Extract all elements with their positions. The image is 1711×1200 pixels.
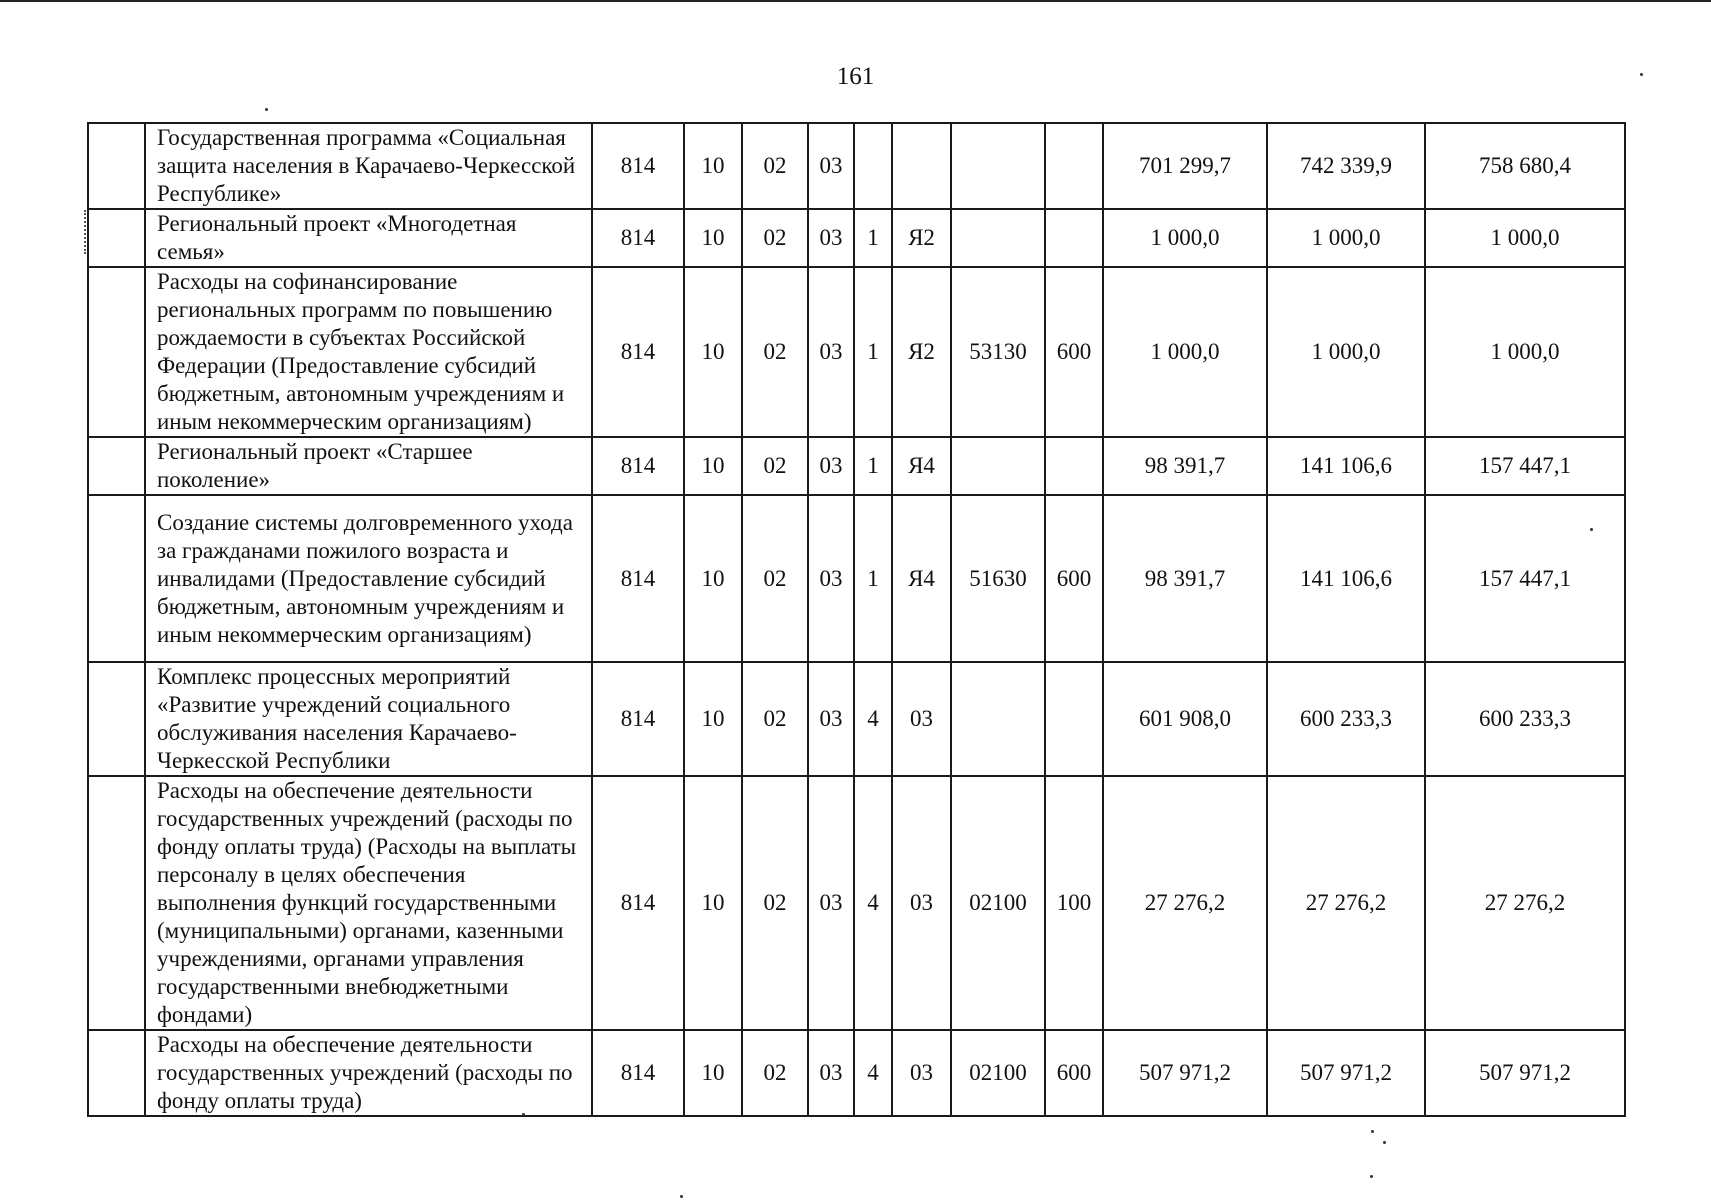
code-cell-c7: [951, 123, 1045, 209]
row-name-cell: Расходы на обеспечение деятельности государственных учреждений (расходы по фонду оплаты труда): [145, 1030, 592, 1116]
code-cell-c4: 03: [808, 437, 854, 495]
table-row: [88, 437, 1625, 495]
code-cell-c7: [951, 662, 1045, 776]
row-index-cell: [88, 662, 145, 776]
table-body: [88, 123, 1625, 1116]
code-cell-c7: [951, 209, 1045, 267]
code-cell-c8: [1045, 662, 1103, 776]
code-cell-c5: 1: [854, 209, 892, 267]
code-cell-c6: 03: [892, 1030, 951, 1116]
code-cell-c4: 03: [808, 662, 854, 776]
code-cell-c5: 1: [854, 495, 892, 662]
amount-cell-v1: 1 000,0: [1103, 209, 1267, 267]
code-cell-c6: Я4: [892, 495, 951, 662]
amount-cell-v2: 742 339,9: [1267, 123, 1425, 209]
code-cell-c3: 02: [742, 1030, 808, 1116]
code-cell-c7: 02100: [951, 776, 1045, 1030]
row-index-cell: [88, 267, 145, 437]
amount-cell-v2: 27 276,2: [1267, 776, 1425, 1030]
code-cell-c2: 10: [684, 267, 742, 437]
scan-speck: [1371, 1130, 1374, 1133]
amount-cell-v2: 141 106,6: [1267, 495, 1425, 662]
table-row: [88, 267, 1625, 437]
code-cell-c4: 03: [808, 123, 854, 209]
row-name-cell: Региональный проект «Многодетная семья»: [145, 209, 592, 267]
amount-cell-v2: 141 106,6: [1267, 437, 1425, 495]
code-cell-c4: 03: [808, 1030, 854, 1116]
code-cell-c6: Я2: [892, 267, 951, 437]
scan-speck: [680, 1195, 683, 1198]
code-cell-c1: 814: [592, 437, 684, 495]
code-cell-c8: [1045, 123, 1103, 209]
code-cell-c2: 10: [684, 662, 742, 776]
code-cell-c1: 814: [592, 1030, 684, 1116]
amount-cell-v1: 601 908,0: [1103, 662, 1267, 776]
row-index-cell: [88, 123, 145, 209]
amount-cell-v1: 27 276,2: [1103, 776, 1267, 1030]
row-index-cell: [88, 1030, 145, 1116]
code-cell-c4: 03: [808, 209, 854, 267]
code-cell-c5: 4: [854, 776, 892, 1030]
row-name-cell: Расходы на софинансирование региональных программ по повышению рождаемости в субъектах Российской Федерации (Предоставление субсидий бюджетным, автономным учреждениям и иным некоммерческим организациям): [145, 267, 592, 437]
amount-cell-v3: 1 000,0: [1425, 267, 1625, 437]
table-row: [88, 662, 1625, 776]
row-name-cell: Комплекс процессных мероприятий «Развитие учреждений социального обслуживания населения Карачаево-Черкесской Республики: [145, 662, 592, 776]
code-cell-c6: Я4: [892, 437, 951, 495]
code-cell-c6: [892, 123, 951, 209]
amount-cell-v3: 600 233,3: [1425, 662, 1625, 776]
scan-speck: [1383, 1141, 1386, 1144]
table-row: [88, 123, 1625, 209]
code-cell-c7: 51630: [951, 495, 1045, 662]
amount-cell-v2: 1 000,0: [1267, 209, 1425, 267]
code-cell-c2: 10: [684, 1030, 742, 1116]
row-index-cell: [88, 209, 145, 267]
row-index-cell: [88, 495, 145, 662]
code-cell-c8: 600: [1045, 1030, 1103, 1116]
row-index-cell: [88, 437, 145, 495]
row-index-cell: [88, 776, 145, 1030]
code-cell-c3: 02: [742, 437, 808, 495]
page-number: 161: [836, 63, 875, 90]
scan-speck: [1370, 1175, 1373, 1178]
code-cell-c5: [854, 123, 892, 209]
amount-cell-v2: 507 971,2: [1267, 1030, 1425, 1116]
scan-speck: [1640, 73, 1643, 76]
code-cell-c1: 814: [592, 123, 684, 209]
code-cell-c3: 02: [742, 123, 808, 209]
table-row: [88, 1030, 1625, 1116]
row-name-cell: Государственная программа «Социальная защита населения в Карачаево-Черкесской Республике»: [145, 123, 592, 209]
code-cell-c5: 1: [854, 437, 892, 495]
code-cell-c2: 10: [684, 437, 742, 495]
scan-speck: [1590, 528, 1593, 531]
code-cell-c6: 03: [892, 662, 951, 776]
code-cell-c7: 53130: [951, 267, 1045, 437]
code-cell-c1: 814: [592, 776, 684, 1030]
code-cell-c2: 10: [684, 123, 742, 209]
amount-cell-v3: 507 971,2: [1425, 1030, 1625, 1116]
table-row: [88, 495, 1625, 662]
code-cell-c1: 814: [592, 209, 684, 267]
amount-cell-v1: 507 971,2: [1103, 1030, 1267, 1116]
amount-cell-v3: 27 276,2: [1425, 776, 1625, 1030]
code-cell-c3: 02: [742, 495, 808, 662]
code-cell-c6: Я2: [892, 209, 951, 267]
code-cell-c2: 10: [684, 209, 742, 267]
code-cell-c8: 100: [1045, 776, 1103, 1030]
code-cell-c6: 03: [892, 776, 951, 1030]
amount-cell-v1: 701 299,7: [1103, 123, 1267, 209]
code-cell-c3: 02: [742, 209, 808, 267]
code-cell-c5: 4: [854, 662, 892, 776]
row-name-cell: Региональный проект «Старшее поколение»: [145, 437, 592, 495]
scan-speck: [265, 108, 268, 111]
table-row: [88, 209, 1625, 267]
amount-cell-v2: 1 000,0: [1267, 267, 1425, 437]
amount-cell-v3: 758 680,4: [1425, 123, 1625, 209]
amount-cell-v3: 1 000,0: [1425, 209, 1625, 267]
code-cell-c8: 600: [1045, 267, 1103, 437]
code-cell-c1: 814: [592, 495, 684, 662]
code-cell-c3: 02: [742, 267, 808, 437]
code-cell-c4: 03: [808, 495, 854, 662]
amount-cell-v1: 98 391,7: [1103, 437, 1267, 495]
amount-cell-v2: 600 233,3: [1267, 662, 1425, 776]
code-cell-c8: 600: [1045, 495, 1103, 662]
code-cell-c5: 1: [854, 267, 892, 437]
scan-top-edge: [0, 0, 1711, 2]
code-cell-c8: [1045, 209, 1103, 267]
code-cell-c7: [951, 437, 1045, 495]
code-cell-c3: 02: [742, 776, 808, 1030]
amount-cell-v3: 157 447,1: [1425, 437, 1625, 495]
scan-speck: [522, 1113, 525, 1116]
budget-table: [87, 122, 1626, 1117]
code-cell-c4: 03: [808, 267, 854, 437]
amount-cell-v3: 157 447,1: [1425, 495, 1625, 662]
code-cell-c3: 02: [742, 662, 808, 776]
code-cell-c1: 814: [592, 267, 684, 437]
table-row: [88, 776, 1625, 1030]
row-name-cell: Создание системы долговременного ухода за гражданами пожилого возраста и инвалидами (Предоставление субсидий бюджетным, автономным учреждениям и иным некоммерческим организациям): [145, 495, 592, 662]
code-cell-c2: 10: [684, 495, 742, 662]
amount-cell-v1: 98 391,7: [1103, 495, 1267, 662]
amount-cell-v1: 1 000,0: [1103, 267, 1267, 437]
code-cell-c5: 4: [854, 1030, 892, 1116]
row-name-cell: Расходы на обеспечение деятельности государственных учреждений (расходы по фонду оплаты труда) (Расходы на выплаты персоналу в целях обеспечения выполнения функций государственными (муниципальными) органами, казенными учреждениями, органами управления государственными внебюджетными фондами): [145, 776, 592, 1030]
code-cell-c1: 814: [592, 662, 684, 776]
code-cell-c2: 10: [684, 776, 742, 1030]
code-cell-c8: [1045, 437, 1103, 495]
code-cell-c7: 02100: [951, 1030, 1045, 1116]
code-cell-c4: 03: [808, 776, 854, 1030]
